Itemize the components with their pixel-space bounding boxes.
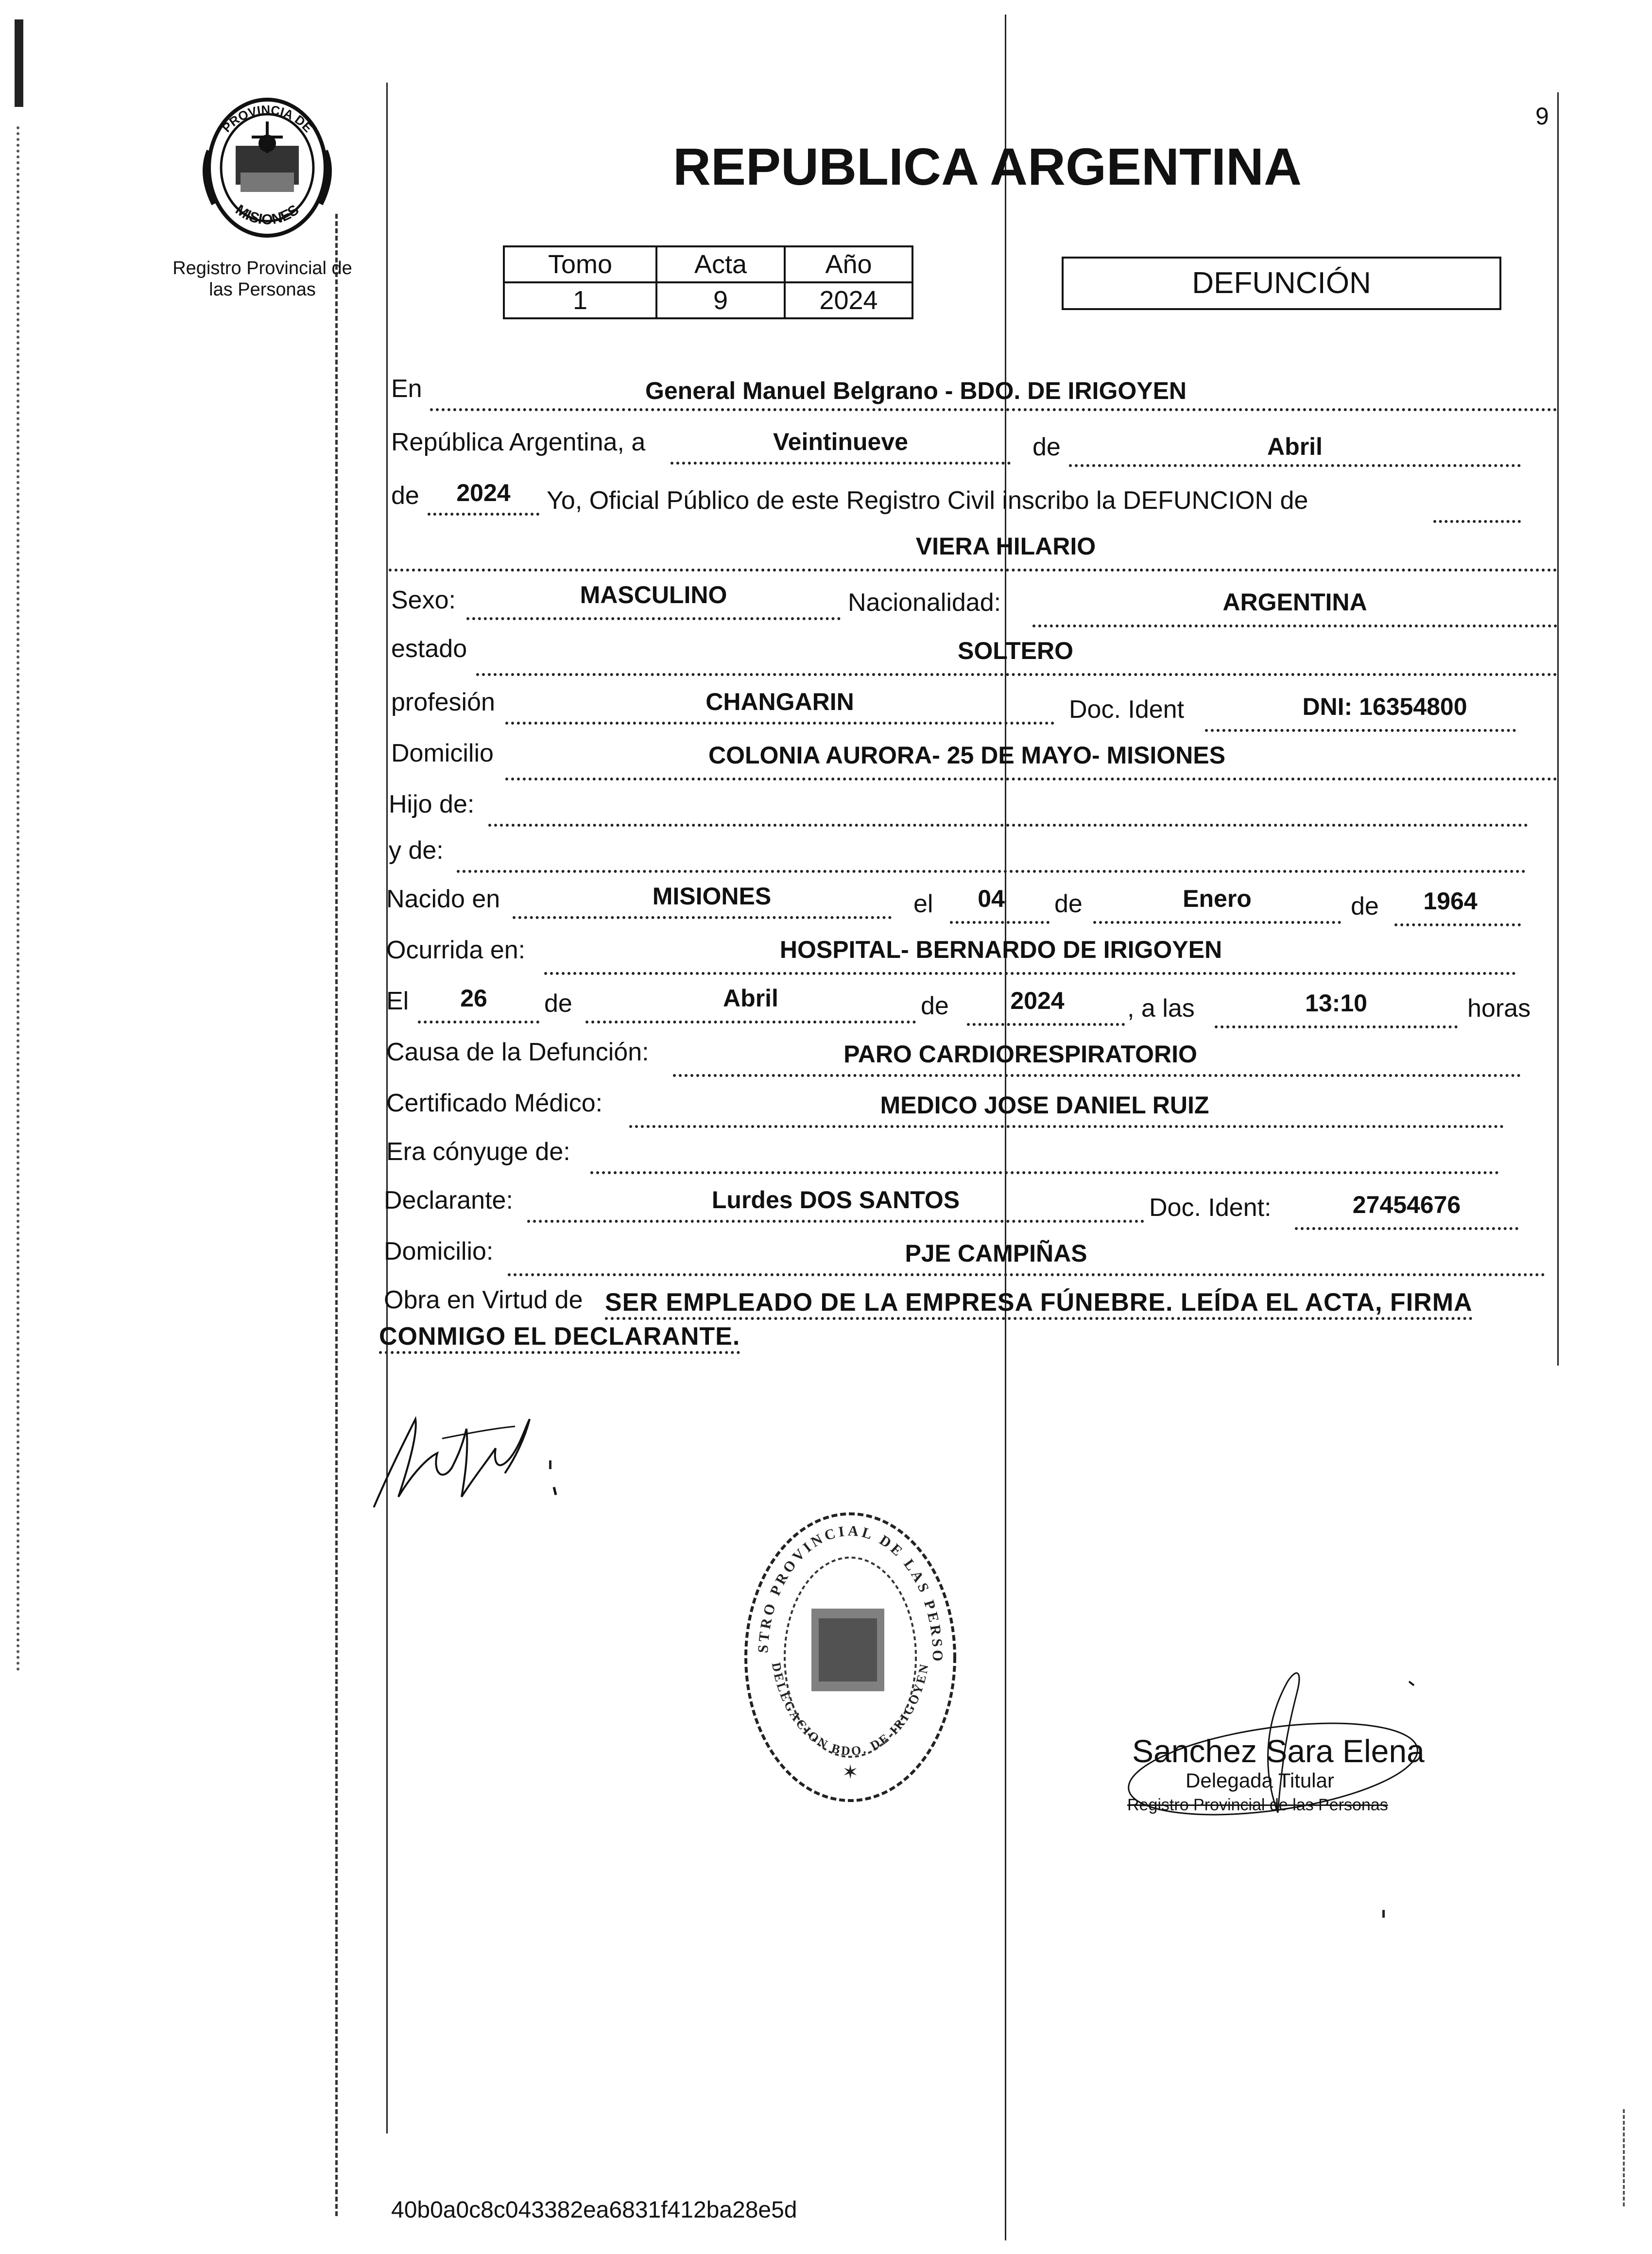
registrar-name: Sanchez Sara Elena: [1132, 1733, 1425, 1769]
value-nac-dia: 04: [978, 885, 1005, 912]
label-de-4: de: [1351, 892, 1379, 920]
line-nacido-en: [513, 916, 892, 919]
seal-ring-text-bottom: DELEGACION BDO. DE IRIGOYEN: [769, 1661, 932, 1758]
label-y-de: y de:: [389, 836, 444, 865]
label-domicilio-2: Domicilio:: [384, 1237, 494, 1266]
line-domicilio: [505, 778, 1557, 780]
line-profesion: [505, 722, 1054, 725]
line-certificado: [629, 1125, 1504, 1128]
svg-text:✶: ✶: [842, 1762, 859, 1783]
label-horas: horas: [1467, 994, 1531, 1023]
table-value-anio: 2024: [785, 282, 912, 318]
logo-text-top: PROVINCIA DE: [219, 102, 316, 135]
binding-line: [335, 214, 339, 2216]
value-domicilio: COLONIA AURORA- 25 DE MAYO- MISIONES: [708, 742, 1225, 769]
table-value-acta: 9: [656, 282, 785, 318]
value-nac-mes: Enero: [1183, 885, 1252, 912]
value-obra-line2: CONMIGO EL DECLARANTE.: [379, 1322, 740, 1354]
value-dia-letras: Veintinueve: [773, 428, 908, 455]
value-nacionalidad: ARGENTINA: [1222, 589, 1367, 616]
declarant-signature: [369, 1400, 564, 1516]
value-anio: 2024: [456, 479, 511, 506]
line-declarante-doc: [1295, 1227, 1518, 1230]
document-hash: 40b0a0c8c043382ea6831f412ba28e5d: [391, 2197, 797, 2223]
label-domicilio: Domicilio: [391, 739, 494, 767]
line-def-mes: [585, 1021, 916, 1023]
line-declarante-domicilio: [508, 1273, 1545, 1276]
table-value-tomo: 1: [504, 282, 656, 318]
logo-text-bottom: MISIONES: [232, 201, 302, 228]
record-number-table: [503, 245, 913, 319]
record-type-box: DEFUNCIÓN: [1062, 257, 1501, 310]
value-estado: SOLTERO: [958, 637, 1073, 664]
line-causa: [673, 1074, 1521, 1077]
label-de-1: de: [1032, 433, 1061, 461]
line-nac-dia: [950, 921, 1050, 924]
label-de-5: de: [544, 989, 572, 1018]
line-mes: [1069, 464, 1521, 467]
registry-line-1: Registro Provincial de: [172, 258, 352, 278]
official-seal-stamp: [734, 1502, 967, 1813]
value-lugar: General Manuel Belgrano - BDO. DE IRIGOYEN: [645, 377, 1187, 404]
value-def-dia: 26: [460, 985, 487, 1012]
label-doc-ident: Doc. Ident: [1069, 695, 1185, 724]
line-doc: [1205, 729, 1516, 732]
line-nac-anio: [1394, 923, 1521, 926]
right-margin-line: [1557, 92, 1559, 1366]
value-declarante-doc: 27454676: [1352, 1191, 1461, 1218]
value-sexo: MASCULINO: [580, 581, 727, 608]
line-y-de: [457, 870, 1526, 873]
line-def-hora: [1215, 1025, 1458, 1028]
line-sexo: [466, 617, 841, 620]
registrar-office: Registro Provincial de las Personas: [1127, 1796, 1388, 1814]
label-el-cap: El: [386, 987, 409, 1015]
label-de-3: de: [1054, 890, 1083, 918]
line-anio: [428, 513, 539, 516]
label-de-2: de: [391, 482, 419, 510]
label-hijo-de: Hijo de:: [389, 790, 475, 818]
line-hijo-de: [488, 824, 1528, 827]
registry-caption: [155, 258, 369, 300]
seal-ring-text: STRO PROVINCIAL DE LAS PERSO: [755, 1523, 946, 1664]
value-def-anio: 2024: [1010, 987, 1065, 1014]
label-doc-ident-2: Doc. Ident:: [1149, 1194, 1272, 1222]
label-nacionalidad: Nacionalidad:: [848, 589, 1001, 617]
line-en: [430, 408, 1557, 411]
value-doc: DNI: 16354800: [1302, 693, 1467, 720]
scan-edge-mark: [15, 19, 23, 107]
scan-edge-mark: [17, 126, 23, 1672]
label-causa: Causa de la Defunción:: [386, 1038, 649, 1066]
registrar-role: Delegada Titular: [1186, 1769, 1334, 1792]
table-header-tomo: Tomo: [504, 246, 656, 282]
line-nacionalidad: [1032, 624, 1557, 627]
line-de-trailing: [1433, 520, 1521, 523]
registry-line-2: las Personas: [209, 279, 316, 300]
label-republica-a: República Argentina, a: [391, 428, 646, 456]
label-ocurrida-en: Ocurrida en:: [386, 936, 526, 964]
value-def-mes: Abril: [723, 985, 778, 1012]
label-de-6: de: [921, 992, 949, 1020]
value-obra-line1: SER EMPLEADO DE LA EMPRESA FÚNEBRE. LEÍDA EL ACTA, FIRMA: [605, 1288, 1473, 1320]
label-obra: Obra en Virtud de: [384, 1286, 583, 1314]
line-def-dia: [418, 1021, 539, 1023]
line-declarante: [527, 1220, 1144, 1223]
label-certificado: Certificado Médico:: [386, 1089, 603, 1117]
value-declarante: Lurdes DOS SANTOS: [711, 1186, 960, 1214]
table-header-acta: Acta: [656, 246, 785, 282]
scan-speck: [549, 1460, 551, 1469]
line-nombre: [389, 569, 1557, 572]
scan-edge-mark: [1623, 2109, 1627, 2206]
label-estado: estado: [391, 635, 467, 663]
value-profesion: CHANGARIN: [706, 688, 854, 715]
label-a-las: , a las: [1127, 994, 1195, 1023]
province-coat-of-arms-logo: [194, 92, 340, 243]
value-causa: PARO CARDIORESPIRATORIO: [843, 1040, 1197, 1068]
value-nombre: VIERA HILARIO: [915, 533, 1096, 560]
line-nac-mes: [1093, 921, 1341, 924]
label-declarante: Declarante:: [384, 1186, 513, 1214]
value-nac-anio: 1964: [1423, 887, 1478, 915]
label-conyuge: Era cónyuge de:: [386, 1138, 570, 1166]
line-dia: [671, 462, 1011, 465]
line-conyuge: [590, 1171, 1499, 1174]
value-ocurrida-en: HOSPITAL- BERNARDO DE IRIGOYEN: [779, 936, 1222, 963]
label-en: En: [391, 375, 422, 403]
page-title: REPUBLICA ARGENTINA: [673, 137, 1302, 196]
label-sexo: Sexo:: [391, 586, 456, 614]
label-yo-oficial: Yo, Oficial Público de este Registro Civil inscribo la DEFUNCION de: [547, 486, 1308, 515]
line-estado: [476, 673, 1557, 676]
value-declarante-domicilio: PJE CAMPIÑAS: [905, 1240, 1087, 1267]
value-def-hora: 13:10: [1305, 989, 1367, 1017]
value-mes: Abril: [1267, 433, 1323, 460]
line-def-anio: [967, 1023, 1125, 1026]
scan-speck: [1382, 1910, 1385, 1918]
label-profesion: profesión: [391, 688, 495, 716]
value-certificado: MEDICO JOSE DANIEL RUIZ: [880, 1092, 1209, 1119]
value-nacido-en: MISIONES: [652, 883, 772, 910]
page-number: 9: [1535, 103, 1549, 130]
table-header-anio: Año: [785, 246, 912, 282]
svg-text:MISIONES: [233, 202, 302, 227]
label-nacido-en: Nacido en: [386, 885, 500, 913]
label-el: el: [913, 890, 933, 918]
line-ocurrida-en: [544, 972, 1516, 975]
